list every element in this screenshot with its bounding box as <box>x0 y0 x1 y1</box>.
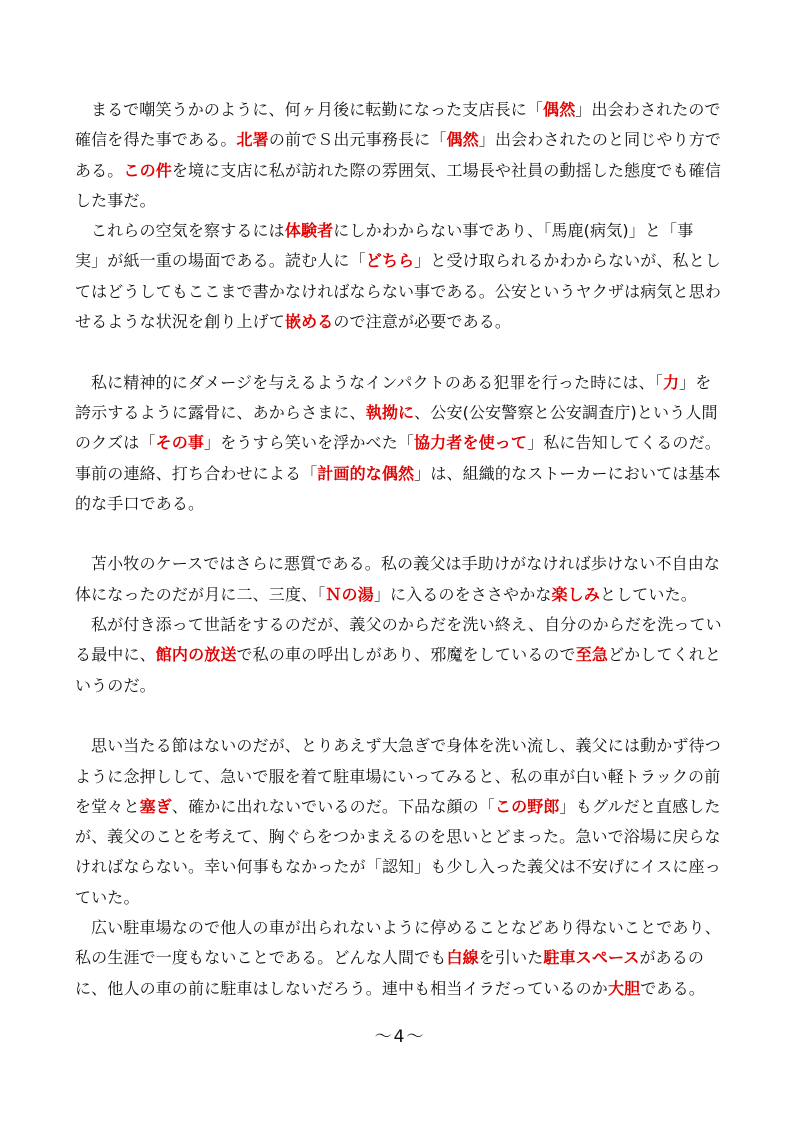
body-text: 確信を得た事である。 <box>75 130 237 150</box>
body-text: 事前の連絡、打ち合わせによる「 <box>75 463 318 483</box>
body-text: 」出会わされたのと同じやり方で <box>478 130 722 150</box>
text-line <box>75 580 735 610</box>
text-line <box>75 943 735 973</box>
text-section <box>75 549 735 700</box>
highlighted-text: 偶然 <box>543 100 576 119</box>
body-text: ていた。 <box>75 887 140 907</box>
highlighted-text: 北署 <box>236 130 269 150</box>
paragraph <box>75 610 735 701</box>
highlighted-text: 嵌める <box>284 312 334 332</box>
text-line <box>75 549 735 579</box>
body-text: 、確かに出れないでいるのだ。下品な顔の「 <box>171 796 495 816</box>
highlighted-text: 白線 <box>446 948 479 968</box>
highlighted-text: 体験者 <box>284 221 334 241</box>
text-line <box>75 216 735 246</box>
paragraph <box>75 216 735 337</box>
body-text: に、他人の車の前に駐車はしないだろう。連中も相当イラだっているのか <box>75 978 608 998</box>
body-text: ければならない。幸い何事もなかったが「認知」も少し入った義父は不安げにイスに座っ <box>75 857 721 877</box>
highlighted-text: 館内の放送 <box>155 645 237 665</box>
highlighted-text: その事 <box>155 433 205 453</box>
body-text: 誇示するように露骨に、あからさまに、 <box>75 402 366 422</box>
text-section <box>75 731 735 1004</box>
text-line <box>75 398 735 428</box>
body-text: である。 <box>640 978 705 998</box>
text-line <box>75 822 735 852</box>
paragraph <box>75 731 735 913</box>
body-text: る最中に、 <box>75 645 156 665</box>
body-text: 」は、組織的なストーカーにおいては基本 <box>414 463 721 483</box>
paragraph <box>75 913 735 1004</box>
body-text: 」と受け取られるかわからないが、私とし <box>414 251 722 271</box>
text-section <box>75 368 735 519</box>
body-text: 」私に告知してくるのだ。 <box>527 433 721 453</box>
body-text: 体になったのだが月に二、三度、「 <box>75 584 326 604</box>
text-line <box>75 459 735 489</box>
text-line <box>75 277 735 307</box>
text-line <box>75 186 735 216</box>
body-text: の前でＳ出元事務長に「 <box>268 130 447 150</box>
highlighted-text: Ｎの湯 <box>325 584 374 604</box>
highlighted-text: この件 <box>123 160 172 180</box>
text-line <box>75 489 735 519</box>
body-text: 、公安(公安警察と公安調査庁)という人間 <box>414 402 718 422</box>
body-text: を引いた <box>478 948 544 968</box>
highlighted-text: 執拗に <box>365 402 415 422</box>
body-text: 私が付き添って世話をするのだが、義父のからだを洗い終え、自分のからだを洗ってい <box>91 615 722 635</box>
body-text: 」出会わされたので <box>575 100 721 119</box>
body-text: ある。 <box>75 160 124 180</box>
body-text: 」もグルだと直感した <box>559 796 721 816</box>
body-text: 」を <box>679 372 712 392</box>
highlighted-text: どちら <box>365 251 415 271</box>
body-text: 私の生涯で一度もないことである。どんな人間でも <box>75 948 447 968</box>
paragraph <box>75 95 735 216</box>
body-text: 」をうすら笑いを浮かべた「 <box>204 433 414 453</box>
body-text: これらの空気を察するには <box>91 221 285 241</box>
paragraph <box>75 368 735 519</box>
text-section <box>75 95 735 337</box>
highlighted-text: 協力者を使って <box>414 433 528 453</box>
text-line <box>75 95 735 125</box>
highlighted-text: 偶然 <box>446 130 479 150</box>
text-line <box>75 671 735 701</box>
text-line <box>75 883 735 913</box>
text-line <box>75 156 735 186</box>
body-text: 苫小牧のケースではさらに悪質である。私の義父は手助けがなければ歩けない不自由な <box>91 554 721 574</box>
text-line <box>75 307 735 337</box>
document-body <box>75 95 735 1004</box>
body-text: 実」が紙一重の場面である。読む人に「 <box>75 251 366 271</box>
text-line <box>75 913 735 943</box>
body-text: を堂々と <box>75 796 140 816</box>
body-text: ので注意が必要である。 <box>333 312 512 332</box>
page-number: ～4～ <box>374 1027 426 1047</box>
text-line <box>75 246 735 276</box>
text-line <box>75 640 735 670</box>
body-text: としていた。 <box>599 584 697 604</box>
highlighted-text: 楽しみ <box>551 584 600 604</box>
body-text: どかしてくれと <box>608 645 722 665</box>
body-text: 」に入るのをささやかな <box>373 584 552 604</box>
body-text: てはどうしてもここまで書かなければならない事である。公安というヤクザは病気と思わ <box>75 281 722 301</box>
body-text: した事だ。 <box>75 190 156 210</box>
body-text: を境に支店に私が訪れた際の雰囲気、工場長や社員の動揺した態度でも確信 <box>171 160 722 180</box>
body-text: があるの <box>639 948 705 968</box>
text-line <box>75 762 735 792</box>
text-line <box>75 125 735 155</box>
body-text: ように念押しして、急いで服を着て駐車場にいってみると、私の車が白い軽トラックの前 <box>75 766 721 786</box>
body-text: 私に精神的にダメージを与えるようなインパクトのある犯罪を行った時には、「 <box>91 372 663 392</box>
paragraph <box>75 549 735 610</box>
text-line <box>75 731 735 761</box>
highlighted-text: 至急 <box>575 645 608 665</box>
body-text: まるで嘲笑うかのように、何ヶ月後に転勤になった支店長に「 <box>91 100 544 119</box>
highlighted-text: 駐車スペース <box>543 948 640 968</box>
body-text: が、義父のことを考えて、胸ぐらをつかまえるのを思いとどまった。急いで浴場に戻らな <box>75 827 721 847</box>
text-line <box>75 368 735 398</box>
highlighted-text: この野郎 <box>494 796 560 816</box>
text-line <box>75 792 735 822</box>
text-line <box>75 852 735 882</box>
body-text: 思い当たる節はないのだが、とりあえず大急ぎで身体を洗い流し、義父には動かず待つ <box>91 736 721 756</box>
body-text: せるような状況を創り上げて <box>75 312 285 332</box>
text-line <box>75 428 735 458</box>
text-line <box>75 610 735 640</box>
highlighted-text: 大胆 <box>607 978 641 998</box>
body-text: いうのだ。 <box>75 675 156 695</box>
highlighted-text: 力 <box>662 372 680 392</box>
body-text: で私の車の呼出しがあり、邪魔をしているので <box>236 645 576 665</box>
body-text: 的な手口である。 <box>75 493 205 513</box>
highlighted-text: 計画的な偶然 <box>317 463 415 483</box>
body-text: にしかわからない事であり、「馬鹿(病気)」と「事 <box>333 221 694 241</box>
body-text: 広い駐車場なので他人の車が出られないように停めることなどあり得ないことであり、 <box>91 918 721 938</box>
highlighted-text: 塞ぎ <box>139 796 172 816</box>
text-line <box>75 974 735 1004</box>
body-text: のクズは「 <box>75 433 156 453</box>
